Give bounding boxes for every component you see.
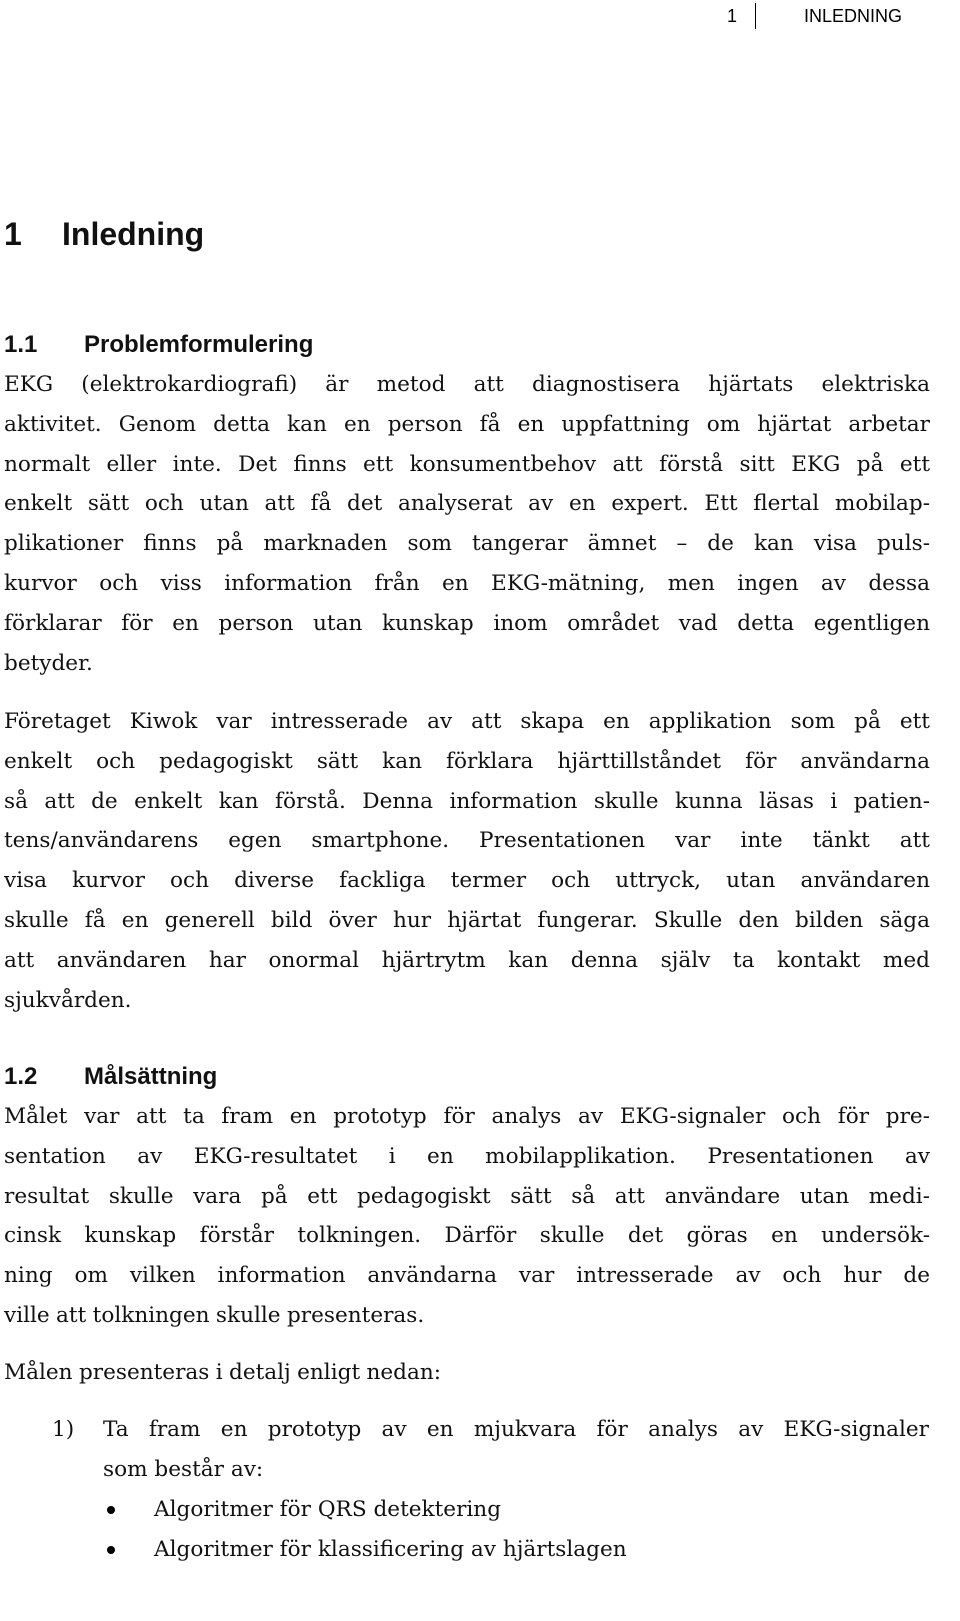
header-page-number: 1 bbox=[726, 5, 737, 26]
text-line: enkelt sätt och utan att få det analyserat av en expert. Ett flertal mobilap- bbox=[4, 491, 930, 517]
section-number: 1.1 bbox=[4, 331, 38, 358]
text-line: betyder. bbox=[4, 650, 93, 676]
header-separator bbox=[755, 3, 756, 29]
section-number: 1.2 bbox=[4, 1063, 38, 1090]
text-line: cinsk kunskap förstår tolkningen. Därför skulle det göras en undersök- bbox=[4, 1223, 930, 1249]
section-heading-problemformulering bbox=[4, 328, 313, 362]
header-chapter-name: INLEDNING bbox=[803, 5, 902, 26]
chapter-title-text: Inledning bbox=[62, 216, 205, 252]
text-line: EKG (elektrokardiografi) är metod att diagnostisera hjärtats elektriska bbox=[4, 372, 930, 397]
text-line: ville att tolkningen skulle presenteras. bbox=[4, 1302, 425, 1328]
bullet-icon bbox=[107, 1506, 115, 1514]
chapter-number: 1 bbox=[4, 216, 22, 252]
chapter-title bbox=[4, 212, 204, 256]
text-line: sjukvården. bbox=[4, 987, 132, 1013]
text-line: enkelt och pedagogiskt sätt kan förklara hjärttillståndet för användarna bbox=[4, 748, 930, 774]
text-line: Företaget Kiwok var intresserade av att skapa en applikation som på ett bbox=[4, 709, 930, 734]
text-line: tens/användarens egen smartphone. Presentationen var inte tänkt att bbox=[4, 828, 930, 854]
bullet-item-text: Algoritmer för klassificering av hjärtslagen bbox=[154, 1537, 627, 1562]
bullet-item-text: Algoritmer för QRS detektering bbox=[154, 1497, 502, 1522]
running-header bbox=[727, 4, 902, 28]
paragraph-goal-2 bbox=[4, 1353, 930, 1393]
text-line: att användaren har onormal hjärtrytm kan denna själv ta kontakt med bbox=[4, 947, 930, 973]
text-line: Målet var att ta fram en prototyp för analys av EKG-signaler och för pre- bbox=[4, 1104, 930, 1129]
text-line: så att de enkelt kan förstå. Denna information skulle kunna läsas i patien- bbox=[4, 788, 930, 814]
text-line: ning om vilken information användarna var intresserade av och hur de bbox=[4, 1263, 930, 1289]
text-line: resultat skulle vara på ett pedagogiskt sätt så att användare utan medi- bbox=[4, 1183, 930, 1209]
section-title-text: Målsättning bbox=[84, 1063, 218, 1090]
list-item-text: som består av: bbox=[103, 1457, 264, 1482]
list-item-text: Ta fram en prototyp av en mjukvara för analys av EKG-signaler bbox=[103, 1417, 929, 1442]
text-line: sentation av EKG-resultatet i en mobilapplikation. Presentationen av bbox=[4, 1143, 930, 1169]
text-line: plikationer finns på marknaden som tangerar ämnet – de kan visa puls- bbox=[4, 531, 930, 557]
section-heading-malsattning bbox=[4, 1060, 217, 1094]
text-line: förklarar för en person utan kunskap inom området vad detta egentligen bbox=[4, 610, 930, 636]
paragraph-problem-1 bbox=[4, 365, 930, 683]
text-line: skulle få en generell bild över hur hjärtat fungerar. Skulle den bilden säga bbox=[4, 907, 930, 933]
text-line: kurvor och viss information från en EKG-mätning, men ingen av dessa bbox=[4, 570, 930, 596]
text-line: Målen presenteras i detalj enligt nedan: bbox=[4, 1360, 442, 1385]
text-line: aktivitet. Genom detta kan en person få en uppfattning om hjärtat arbetar bbox=[4, 411, 930, 437]
section-title-text: Problemformulering bbox=[84, 331, 314, 358]
paragraph-problem-2 bbox=[4, 702, 930, 1020]
bullet-icon bbox=[107, 1546, 115, 1554]
list-marker: 1) bbox=[52, 1417, 75, 1442]
paragraph-goal-1 bbox=[4, 1097, 930, 1336]
text-line: normalt eller inte. Det finns ett konsumentbehov att förstå sitt EKG på ett bbox=[4, 451, 930, 477]
text-line: visa kurvor och diverse fackliga termer och uttryck, utan användaren bbox=[4, 868, 930, 894]
